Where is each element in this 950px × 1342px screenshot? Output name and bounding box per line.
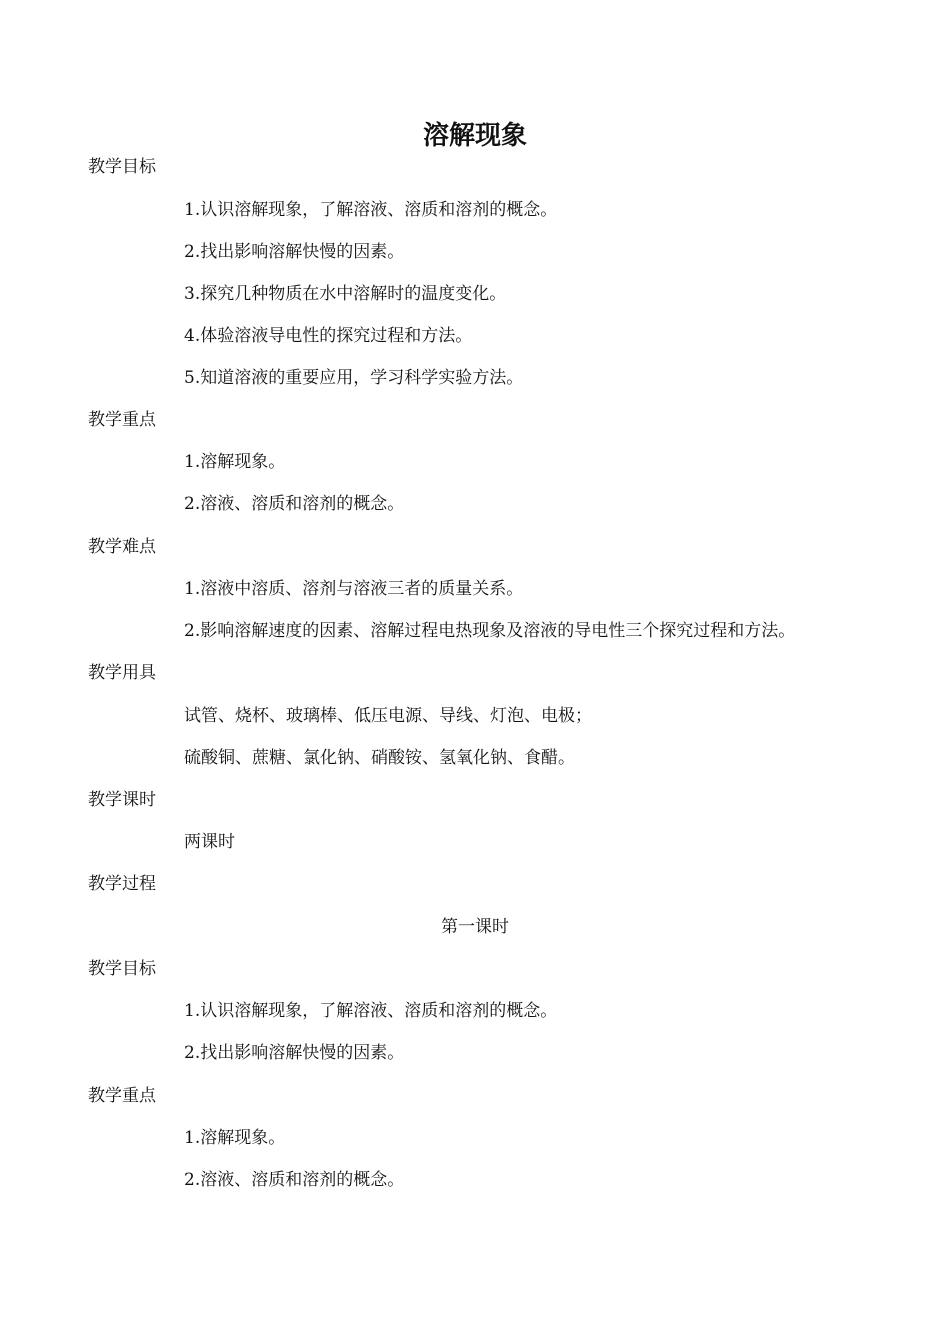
section-heading-teaching-process: 教学过程 xyxy=(88,874,156,894)
lesson-objective-item: 1.认识溶解现象，了解溶液、溶质和溶剂的概念。 xyxy=(184,1001,558,1021)
section-heading-teaching-objectives: 教学目标 xyxy=(88,157,156,177)
objective-item: 1.认识溶解现象，了解溶液、溶质和溶剂的概念。 xyxy=(184,200,558,220)
lesson-heading-teaching-objectives: 教学目标 xyxy=(88,959,156,979)
section-heading-difficulties: 教学难点 xyxy=(88,537,156,557)
lesson-key-point-item: 2.溶液、溶质和溶剂的概念。 xyxy=(184,1170,405,1190)
objective-item: 5.知道溶液的重要应用，学习科学实验方法。 xyxy=(184,368,524,388)
lesson-key-point-item: 1.溶解现象。 xyxy=(184,1128,286,1148)
lesson-heading-key-points: 教学重点 xyxy=(88,1086,156,1106)
section-heading-teaching-tools: 教学用具 xyxy=(88,663,156,683)
lesson-objective-item: 2.找出影响溶解快慢的因素。 xyxy=(184,1043,405,1063)
objective-item: 4.体验溶液导电性的探究过程和方法。 xyxy=(184,326,473,346)
class-hours-item: 两课时 xyxy=(184,832,235,852)
tool-item: 试管、烧杯、玻璃棒、低压电源、导线、灯泡、电极； xyxy=(184,706,592,726)
difficulty-item: 2.影响溶解速度的因素、溶解过程电热现象及溶液的导电性三个探究过程和方法。 xyxy=(184,621,796,641)
difficulty-item: 1.溶液中溶质、溶剂与溶液三者的质量关系。 xyxy=(184,579,524,599)
section-heading-class-hours: 教学课时 xyxy=(88,790,156,810)
key-point-item: 1.溶解现象。 xyxy=(184,452,286,472)
section-heading-key-points: 教学重点 xyxy=(88,410,156,430)
objective-item: 2.找出影响溶解快慢的因素。 xyxy=(184,242,405,262)
document-title: 溶解现象 xyxy=(422,121,527,151)
tool-item: 硫酸铜、蔗糖、氯化钠、硝酸铵、氢氧化钠、食醋。 xyxy=(184,748,575,768)
objective-item: 3.探究几种物质在水中溶解时的温度变化。 xyxy=(184,284,507,304)
key-point-item: 2.溶液、溶质和溶剂的概念。 xyxy=(184,494,405,514)
lesson-title: 第一课时 xyxy=(441,917,509,937)
